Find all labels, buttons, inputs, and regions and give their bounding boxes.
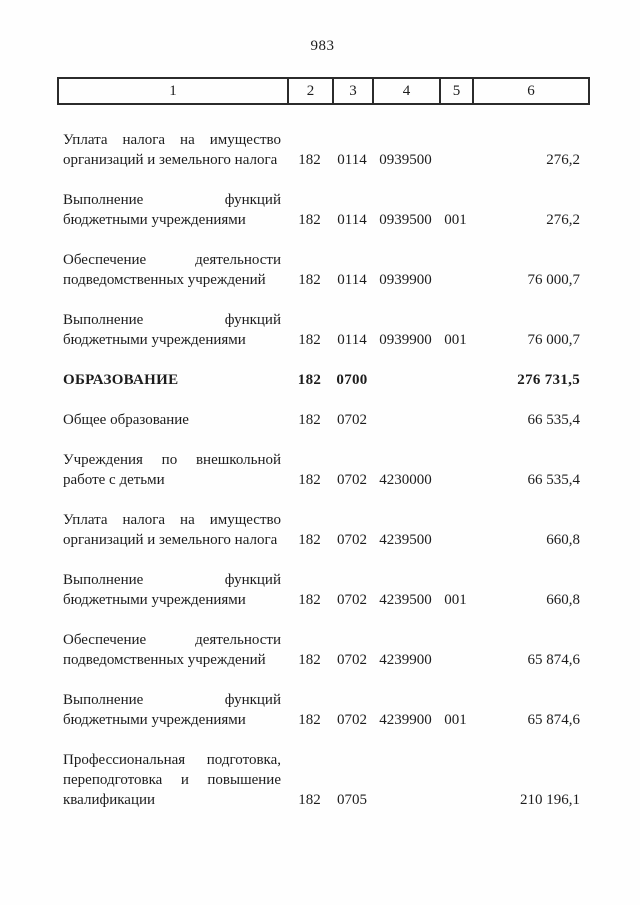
- expenditure-label: [57, 510, 287, 550]
- expenditure-label: [57, 690, 287, 730]
- grbs-code-cell: 182: [298, 652, 321, 668]
- label-line: Учреждения по внешкольной: [63, 452, 281, 468]
- column-header-4: 4: [373, 78, 440, 104]
- column-header-6: 6: [473, 78, 589, 104]
- grbs-code-cell: 182: [298, 592, 321, 608]
- expense-type-cell: 001: [444, 712, 467, 728]
- label-line: подведомственных учреждений: [63, 272, 266, 288]
- expense-type-cell: 001: [444, 592, 467, 608]
- section-code-cell: 0114: [337, 272, 367, 288]
- expenditure-label: [57, 410, 287, 430]
- target-article-cell: 4239500: [379, 532, 432, 548]
- label-line: подведомственных учреждений: [63, 652, 266, 668]
- target-article-cell: 0939900: [379, 332, 432, 348]
- table-row: [57, 250, 588, 290]
- table-row: [57, 630, 588, 670]
- section-code-cell: 0702: [337, 532, 367, 548]
- amount-cell: 66 535,4: [527, 472, 580, 488]
- target-article-cell: 4239900: [379, 652, 432, 668]
- table-row: [57, 690, 588, 730]
- label-line: организаций и земельного налога: [63, 152, 278, 168]
- label-line: бюджетными учреждениями: [63, 332, 246, 348]
- section-code-cell: 0702: [337, 472, 367, 488]
- column-number-row: [58, 78, 589, 104]
- table-row: [57, 570, 588, 610]
- grbs-code-cell: 182: [298, 152, 321, 168]
- grbs-code-cell: 182: [298, 472, 321, 488]
- expense-type-cell: 001: [444, 212, 467, 228]
- grbs-code-cell: 182: [298, 332, 321, 348]
- label-line: переподготовка и повышение: [63, 772, 281, 788]
- target-article-cell: 4230000: [379, 472, 432, 488]
- expenditure-label: [57, 250, 287, 290]
- amount-cell: 276,2: [546, 212, 580, 228]
- amount-cell: 276 731,5: [517, 372, 580, 388]
- table-row: [57, 410, 588, 430]
- expenditure-label: [57, 570, 287, 610]
- section-code-cell: 0702: [337, 592, 367, 608]
- grbs-code-cell: 182: [298, 212, 321, 228]
- label-line: Выполнение функций: [63, 312, 281, 328]
- table-row: [57, 450, 588, 490]
- label-line: Выполнение функций: [63, 692, 281, 708]
- table-row: [57, 130, 588, 170]
- label-line: организаций и земельного налога: [63, 532, 278, 548]
- target-article-cell: 4239500: [379, 592, 432, 608]
- section-code-cell: 0114: [337, 152, 367, 168]
- label-line: квалификации: [63, 792, 156, 808]
- expenditure-label: [57, 750, 287, 810]
- grbs-code-cell: 182: [298, 272, 321, 288]
- amount-cell: 276,2: [546, 152, 580, 168]
- column-header-3: 3: [333, 78, 373, 104]
- section-code-cell: 0114: [337, 212, 367, 228]
- label-line: Выполнение функций: [63, 192, 281, 208]
- grbs-code-cell: 182: [298, 712, 321, 728]
- target-article-cell: 0939500: [379, 212, 432, 228]
- amount-cell: 65 874,6: [527, 652, 580, 668]
- expenditure-label: [57, 370, 287, 390]
- grbs-code-cell: 182: [298, 792, 321, 808]
- amount-cell: 660,8: [546, 532, 580, 548]
- expenditure-label: [57, 310, 287, 350]
- budget-table-body: [57, 130, 588, 810]
- column-header-5: 5: [440, 78, 473, 104]
- table-row: [57, 510, 588, 550]
- label-line: ОБРАЗОВАНИЕ: [63, 372, 179, 388]
- label-line: работе с детьми: [63, 472, 165, 488]
- expenditure-label: [57, 450, 287, 490]
- target-article-cell: 0939500: [379, 152, 432, 168]
- column-header-1: 1: [58, 78, 288, 104]
- grbs-code-cell: 182: [297, 372, 322, 388]
- target-article-cell: 4239900: [379, 712, 432, 728]
- label-line: бюджетными учреждениями: [63, 712, 246, 728]
- label-line: Выполнение функций: [63, 572, 281, 588]
- column-header-2: 2: [288, 78, 333, 104]
- grbs-code-cell: 182: [298, 532, 321, 548]
- page-number: 983: [310, 38, 335, 54]
- section-code-cell: 0705: [337, 792, 367, 808]
- amount-cell: 660,8: [546, 592, 580, 608]
- label-line: Обеспечение деятельности: [63, 632, 281, 648]
- label-line: Уплата налога на имущество: [63, 512, 281, 528]
- target-article-cell: 0939900: [379, 272, 432, 288]
- table-row: [57, 190, 588, 230]
- section-code-cell: 0702: [337, 412, 367, 428]
- table-row: [57, 370, 588, 390]
- label-line: Профессиональная подготовка,: [63, 752, 281, 768]
- table-column-number-header: [57, 77, 590, 105]
- table-row: [57, 310, 588, 350]
- expense-type-cell: 001: [444, 332, 467, 348]
- expenditure-label: [57, 190, 287, 230]
- amount-cell: 66 535,4: [527, 412, 580, 428]
- table-row: [57, 750, 588, 810]
- grbs-code-cell: 182: [298, 412, 321, 428]
- label-line: Общее образование: [63, 412, 189, 428]
- document-page: [57, 36, 588, 810]
- section-code-cell: 0702: [337, 652, 367, 668]
- section-code-cell: 0114: [337, 332, 367, 348]
- label-line: Обеспечение деятельности: [63, 252, 281, 268]
- label-line: Уплата налога на имущество: [63, 132, 281, 148]
- section-code-cell: 0700: [336, 372, 368, 388]
- section-code-cell: 0702: [337, 712, 367, 728]
- label-line: бюджетными учреждениями: [63, 592, 246, 608]
- expenditure-label: [57, 130, 287, 170]
- amount-cell: 65 874,6: [527, 712, 580, 728]
- amount-cell: 76 000,7: [527, 332, 580, 348]
- label-line: бюджетными учреждениями: [63, 212, 246, 228]
- amount-cell: 210 196,1: [520, 792, 580, 808]
- expenditure-label: [57, 630, 287, 670]
- amount-cell: 76 000,7: [527, 272, 580, 288]
